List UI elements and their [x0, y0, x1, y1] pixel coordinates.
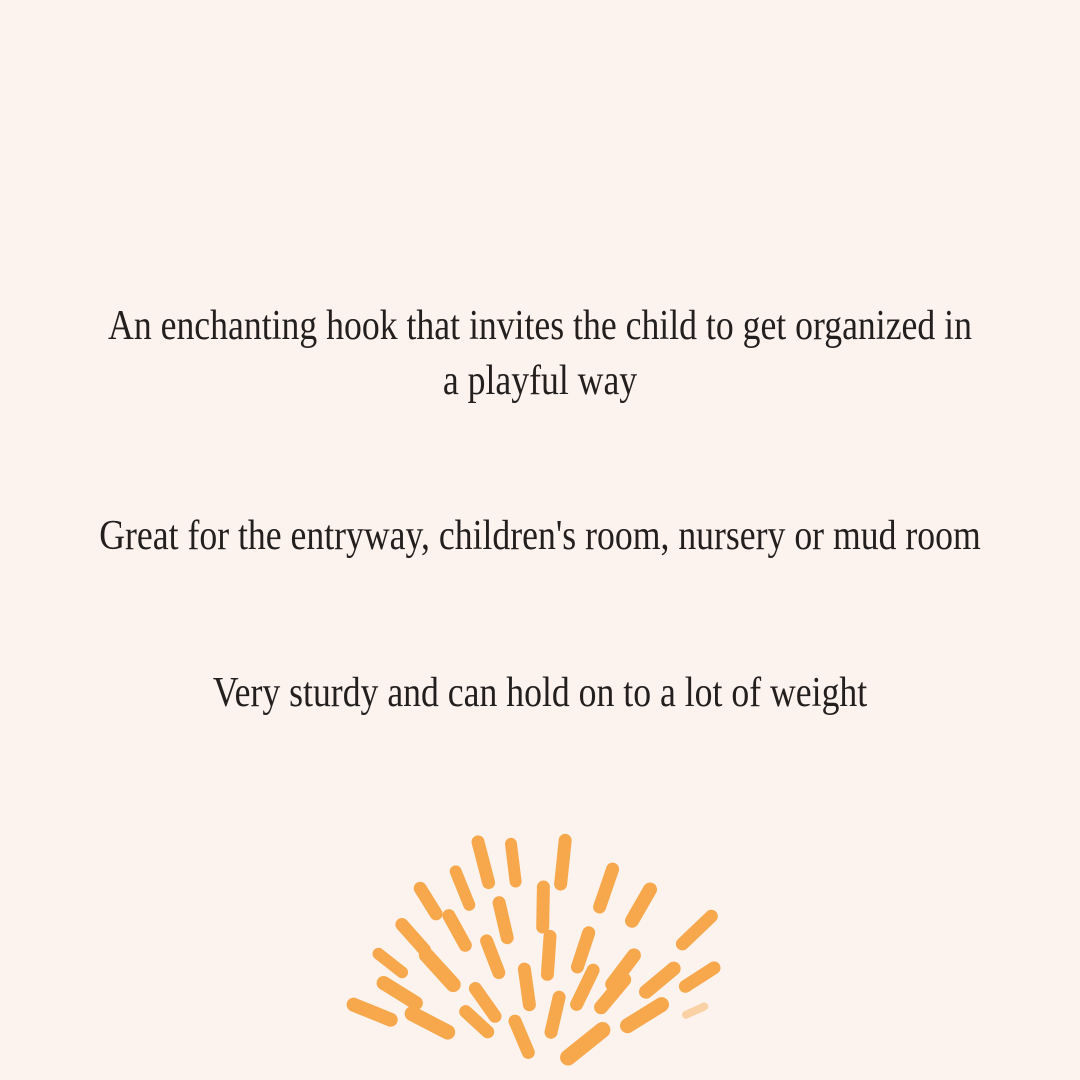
- benefit-text: a playful way: [442, 358, 638, 404]
- sunburst-dashes-icon: [340, 833, 740, 1073]
- benefit-paragraph-2: [0, 509, 1080, 564]
- benefit-paragraph-3: [0, 666, 1080, 721]
- benefit-text: Great for the entryway, children's room, nursery or mud room: [99, 513, 981, 559]
- benefit-paragraph-1: [0, 299, 1080, 409]
- benefit-text: Very sturdy and can hold on to a lot of weight: [212, 670, 868, 716]
- benefit-text: An enchanting hook that invites the child to get organized in: [108, 303, 972, 349]
